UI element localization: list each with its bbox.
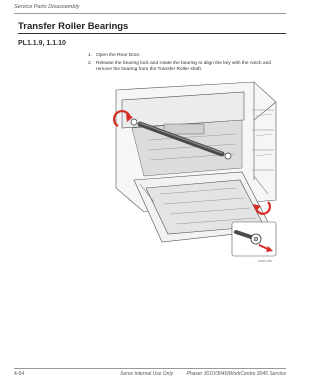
- step-number: 1.: [88, 53, 93, 58]
- procedure-steps: [88, 53, 286, 75]
- step-text: Release the bearing lock and rotate the bearing to align the key with the notch and remove the bearing from the Transfer Roller shaft.: [96, 60, 271, 73]
- page-number: 4-54: [14, 371, 25, 377]
- procedure-step: [88, 61, 286, 74]
- step-number: 2.: [88, 60, 93, 66]
- header-rule: [14, 13, 286, 14]
- bearing-detail-inset: [232, 222, 276, 256]
- internal-use-notice: Xerox Internal Use Only: [120, 371, 174, 377]
- figure-id: s3045-065: [257, 259, 272, 263]
- footer-rule: [14, 368, 286, 369]
- running-header: Service Parts Disassembly: [14, 4, 80, 10]
- transfer-roller-bearing-illustration: [104, 80, 280, 266]
- step-text: Open the Rear Door.: [96, 53, 141, 58]
- printer-rear-illustration: [104, 80, 280, 266]
- parts-list-reference: PL1.1.9, 1.1.10: [18, 40, 66, 47]
- title-rule: [18, 33, 286, 34]
- procedure-step: [88, 53, 286, 60]
- product-name: Phaser 3010/3040/WorkCentre 3045 Service: [186, 371, 286, 377]
- page-title: Transfer Roller Bearings: [18, 21, 129, 32]
